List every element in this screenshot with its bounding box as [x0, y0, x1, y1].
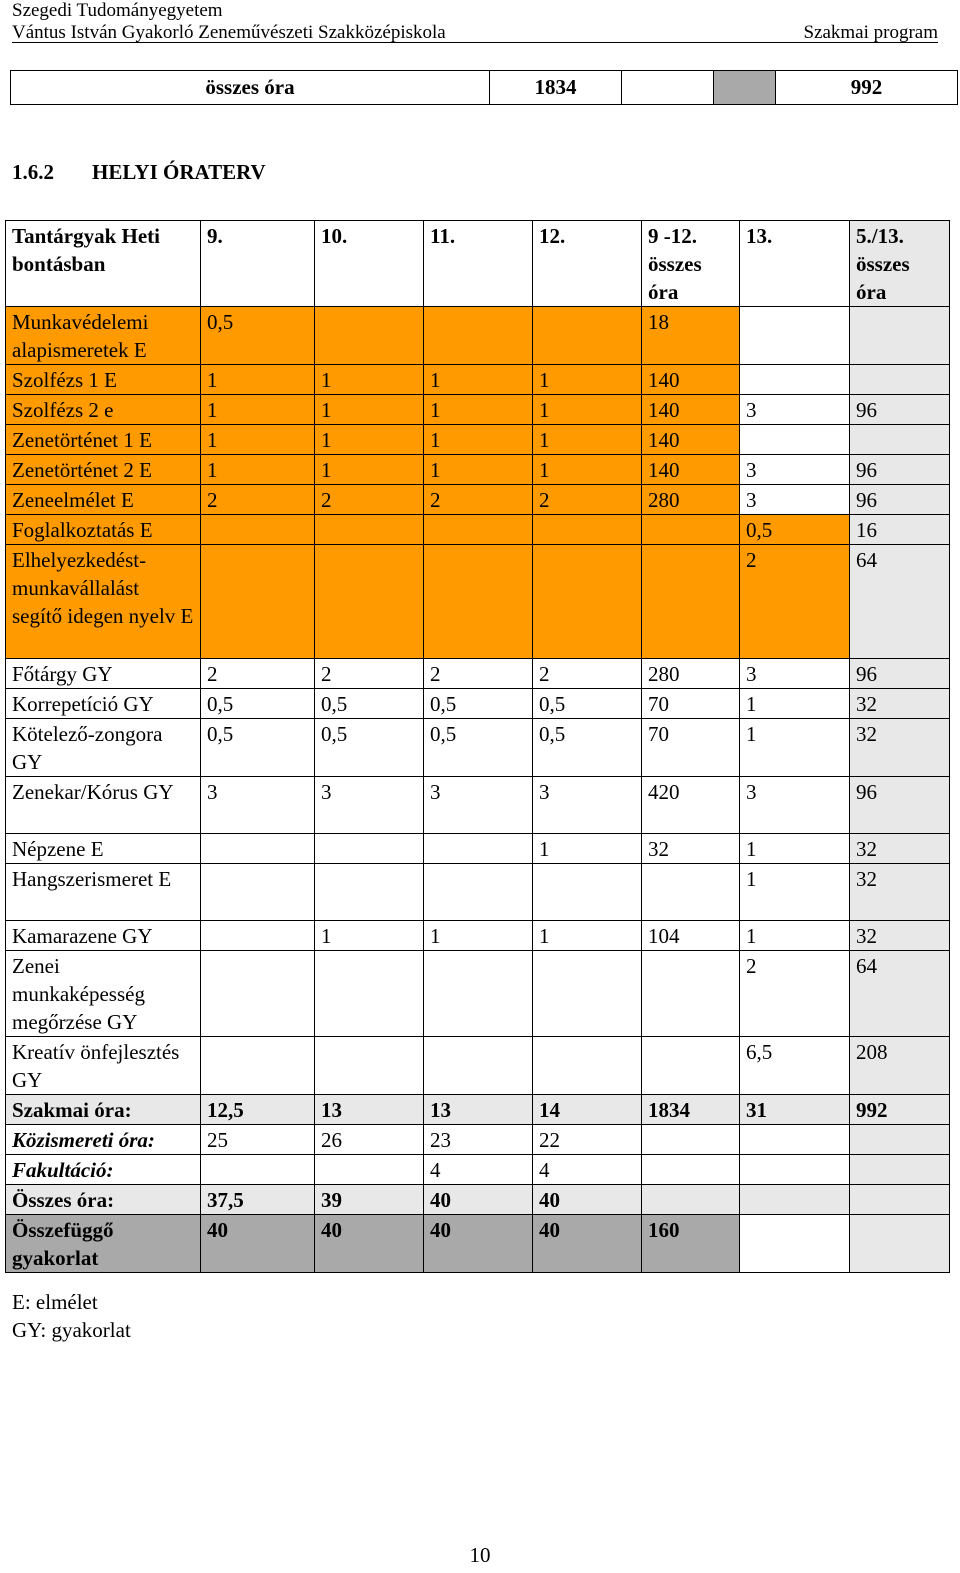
totals-grade-10	[315, 1155, 424, 1185]
cell-grade-12: 2	[533, 485, 642, 515]
section-title: HELYI ÓRATERV	[92, 160, 266, 184]
cell-grade-10: 1	[315, 395, 424, 425]
table-row	[6, 689, 950, 719]
cell-grade-9: 3	[201, 777, 315, 834]
header-subject: Tantárgyak Heti bontásban	[6, 221, 201, 307]
cell-grade-10	[315, 545, 424, 659]
table-row	[6, 395, 950, 425]
cell-grade-12: 1	[533, 834, 642, 864]
table-row	[6, 719, 950, 777]
subject-name: Foglalkoztatás E	[6, 515, 201, 545]
cell-total-13: 64	[850, 951, 950, 1037]
cell-grade-12: 1	[533, 425, 642, 455]
cell-total-9-12	[642, 1037, 740, 1095]
cell-total-9-12: 140	[642, 455, 740, 485]
cell-total-13: 16	[850, 515, 950, 545]
header-grade-9: 9.	[201, 221, 315, 307]
cell-grade-13: 1	[740, 864, 850, 921]
cell-grade-12	[533, 307, 642, 365]
summary-table	[10, 70, 958, 105]
section-heading	[12, 158, 266, 186]
cell-grade-11	[424, 951, 533, 1037]
cell-total-13: 96	[850, 659, 950, 689]
summary-label: összes óra	[11, 71, 490, 105]
cell-total-9-12: 32	[642, 834, 740, 864]
cell-grade-12: 1	[533, 921, 642, 951]
totals-grade-11: 40	[424, 1185, 533, 1215]
cell-grade-13: 1	[740, 719, 850, 777]
cell-grade-12	[533, 545, 642, 659]
cell-grade-10: 1	[315, 365, 424, 395]
totals-grade-10: 13	[315, 1095, 424, 1125]
cell-grade-10: 1	[315, 921, 424, 951]
cell-grade-12: 1	[533, 395, 642, 425]
cell-grade-12: 2	[533, 659, 642, 689]
summary-shaded-cell	[714, 71, 776, 105]
cell-total-9-12: 280	[642, 485, 740, 515]
cell-grade-10	[315, 834, 424, 864]
table-row	[6, 1037, 950, 1095]
subject-name: Zenetörténet 2 E	[6, 455, 201, 485]
cell-grade-11: 3	[424, 777, 533, 834]
totals-row	[6, 1125, 950, 1155]
cell-total-13: 96	[850, 395, 950, 425]
totals-label: Szakmai óra:	[6, 1095, 201, 1125]
header-grade-10: 10.	[315, 221, 424, 307]
subject-name: Zenei munkaképesség megőrzése GY	[6, 951, 201, 1037]
cell-total-13: 208	[850, 1037, 950, 1095]
table-header-row	[6, 221, 950, 307]
table-row	[6, 659, 950, 689]
summary-row	[11, 71, 958, 105]
cell-total-9-12	[642, 864, 740, 921]
cell-grade-13: 2	[740, 951, 850, 1037]
cell-grade-10	[315, 1037, 424, 1095]
cell-grade-11	[424, 545, 533, 659]
cell-grade-9	[201, 545, 315, 659]
cell-grade-9: 2	[201, 659, 315, 689]
page-header	[12, 0, 938, 43]
cell-total-9-12	[642, 951, 740, 1037]
totals-label: Közismereti óra:	[6, 1125, 201, 1155]
cell-grade-9: 1	[201, 455, 315, 485]
totals-grade-13	[740, 1215, 850, 1273]
cell-grade-11	[424, 864, 533, 921]
cell-total-13: 32	[850, 689, 950, 719]
header-total-9-12: 9 -12. összes óra	[642, 221, 740, 307]
section-number: 1.6.2	[12, 160, 54, 184]
header-grade-11: 11.	[424, 221, 533, 307]
cell-grade-12: 1	[533, 455, 642, 485]
cell-total-13	[850, 365, 950, 395]
cell-grade-13: 6,5	[740, 1037, 850, 1095]
cell-grade-11: 1	[424, 365, 533, 395]
totals-row	[6, 1155, 950, 1185]
institution-name: Szegedi Tudományegyetem	[12, 0, 223, 21]
cell-grade-12: 0,5	[533, 689, 642, 719]
subject-name: Elhelyezkedést-munkavállalást segítő idegen nyelv E	[6, 545, 201, 659]
totals-grade-9	[201, 1155, 315, 1185]
subject-name: Korrepetíció GY	[6, 689, 201, 719]
cell-total-9-12: 18	[642, 307, 740, 365]
table-row	[6, 515, 950, 545]
table-row	[6, 365, 950, 395]
table-row	[6, 455, 950, 485]
legend-gy: GY: gyakorlat	[12, 1318, 131, 1342]
cell-grade-11: 1	[424, 455, 533, 485]
cell-grade-10	[315, 864, 424, 921]
totals-total-13	[850, 1215, 950, 1273]
cell-grade-9	[201, 921, 315, 951]
totals-grade-12: 22	[533, 1125, 642, 1155]
cell-grade-11	[424, 1037, 533, 1095]
cell-grade-12: 1	[533, 365, 642, 395]
cell-total-9-12: 280	[642, 659, 740, 689]
cell-total-13: 96	[850, 455, 950, 485]
cell-grade-9	[201, 951, 315, 1037]
cell-total-9-12: 140	[642, 425, 740, 455]
cell-grade-11	[424, 515, 533, 545]
totals-grade-11: 23	[424, 1125, 533, 1155]
cell-grade-11: 2	[424, 659, 533, 689]
cell-grade-9: 1	[201, 395, 315, 425]
totals-total-9-12: 1834	[642, 1095, 740, 1125]
cell-grade-13: 1	[740, 689, 850, 719]
totals-total-9-12	[642, 1185, 740, 1215]
legend	[12, 1288, 131, 1344]
subject-name: Szolfézs 1 E	[6, 365, 201, 395]
cell-grade-13	[740, 425, 850, 455]
cell-grade-13	[740, 307, 850, 365]
totals-grade-10: 40	[315, 1215, 424, 1273]
totals-grade-11: 13	[424, 1095, 533, 1125]
cell-grade-11	[424, 834, 533, 864]
cell-grade-9	[201, 1037, 315, 1095]
cell-grade-9: 1	[201, 365, 315, 395]
cell-grade-12	[533, 1037, 642, 1095]
cell-grade-10: 1	[315, 455, 424, 485]
totals-grade-9: 25	[201, 1125, 315, 1155]
table-row	[6, 307, 950, 365]
cell-grade-9: 2	[201, 485, 315, 515]
totals-total-13	[850, 1155, 950, 1185]
table-row	[6, 545, 950, 659]
program-name: Szakmai program	[803, 22, 938, 43]
cell-grade-12	[533, 515, 642, 545]
totals-label: Összefüggő gyakorlat	[6, 1215, 201, 1273]
cell-total-13: 32	[850, 921, 950, 951]
table-row	[6, 777, 950, 834]
cell-grade-11	[424, 307, 533, 365]
cell-grade-10: 2	[315, 659, 424, 689]
cell-grade-9	[201, 864, 315, 921]
cell-total-9-12: 140	[642, 395, 740, 425]
totals-total-13: 992	[850, 1095, 950, 1125]
cell-total-13	[850, 425, 950, 455]
cell-total-9-12: 140	[642, 365, 740, 395]
totals-row	[6, 1095, 950, 1125]
cell-total-13: 32	[850, 719, 950, 777]
subject-name: Kötelező-zongora GY	[6, 719, 201, 777]
cell-total-9-12	[642, 545, 740, 659]
cell-grade-12	[533, 864, 642, 921]
cell-grade-9: 0,5	[201, 689, 315, 719]
subject-name: Népzene E	[6, 834, 201, 864]
totals-grade-9: 37,5	[201, 1185, 315, 1215]
subject-name: Főtárgy GY	[6, 659, 201, 689]
cell-grade-12	[533, 951, 642, 1037]
cell-grade-10	[315, 307, 424, 365]
table-row	[6, 485, 950, 515]
summary-empty-cell	[622, 71, 714, 105]
totals-grade-9: 12,5	[201, 1095, 315, 1125]
table-row	[6, 951, 950, 1037]
cell-total-13: 32	[850, 834, 950, 864]
subject-name: Hangszerismeret E	[6, 864, 201, 921]
subject-name: Zenekar/Kórus GY	[6, 777, 201, 834]
summary-total-9-12: 1834	[490, 71, 622, 105]
cell-grade-10: 1	[315, 425, 424, 455]
page-number: 10	[469, 1543, 491, 1567]
cell-grade-10: 3	[315, 777, 424, 834]
totals-grade-13	[740, 1185, 850, 1215]
cell-grade-13: 3	[740, 777, 850, 834]
header-total-13: 5./13. összes óra	[850, 221, 950, 307]
cell-grade-13: 2	[740, 545, 850, 659]
subject-name: Munkavédelemi alapismeretek E	[6, 307, 201, 365]
cell-total-9-12: 104	[642, 921, 740, 951]
cell-total-9-12: 70	[642, 719, 740, 777]
cell-grade-10: 2	[315, 485, 424, 515]
table-row	[6, 834, 950, 864]
cell-total-9-12: 420	[642, 777, 740, 834]
school-name: Vántus István Gyakorló Zeneművészeti Szakközépiskola	[12, 22, 446, 43]
table-row	[6, 921, 950, 951]
subject-name: Zenetörténet 1 E	[6, 425, 201, 455]
totals-grade-12: 40	[533, 1185, 642, 1215]
totals-grade-11: 40	[424, 1215, 533, 1273]
cell-grade-11: 0,5	[424, 719, 533, 777]
cell-grade-13: 1	[740, 834, 850, 864]
cell-grade-13	[740, 365, 850, 395]
cell-grade-13: 3	[740, 659, 850, 689]
subject-name: Szolfézs 2 e	[6, 395, 201, 425]
totals-grade-10: 26	[315, 1125, 424, 1155]
totals-grade-10: 39	[315, 1185, 424, 1215]
cell-total-9-12: 70	[642, 689, 740, 719]
table-row	[6, 425, 950, 455]
cell-total-13: 64	[850, 545, 950, 659]
totals-grade-13	[740, 1155, 850, 1185]
cell-grade-11: 1	[424, 395, 533, 425]
legend-e: E: elmélet	[12, 1290, 98, 1314]
totals-grade-13	[740, 1125, 850, 1155]
cell-total-13: 96	[850, 777, 950, 834]
cell-grade-13: 3	[740, 395, 850, 425]
subject-name: Kamarazene GY	[6, 921, 201, 951]
cell-total-9-12	[642, 515, 740, 545]
cell-grade-10: 0,5	[315, 719, 424, 777]
totals-grade-12: 40	[533, 1215, 642, 1273]
totals-grade-9: 40	[201, 1215, 315, 1273]
cell-grade-12: 0,5	[533, 719, 642, 777]
totals-grade-12: 14	[533, 1095, 642, 1125]
cell-grade-9: 1	[201, 425, 315, 455]
subject-name: Kreatív önfejlesztés GY	[6, 1037, 201, 1095]
cell-total-13: 96	[850, 485, 950, 515]
cell-grade-10	[315, 951, 424, 1037]
totals-total-9-12: 160	[642, 1215, 740, 1273]
totals-grade-13: 31	[740, 1095, 850, 1125]
totals-grade-12: 4	[533, 1155, 642, 1185]
totals-row	[6, 1215, 950, 1273]
totals-total-9-12	[642, 1125, 740, 1155]
cell-total-13: 32	[850, 864, 950, 921]
header-grade-12: 12.	[533, 221, 642, 307]
cell-grade-11: 2	[424, 485, 533, 515]
summary-total-13: 992	[776, 71, 958, 105]
cell-grade-12: 3	[533, 777, 642, 834]
cell-grade-10: 0,5	[315, 689, 424, 719]
cell-grade-13: 3	[740, 455, 850, 485]
cell-grade-9: 0,5	[201, 307, 315, 365]
cell-grade-11: 1	[424, 921, 533, 951]
totals-label: Fakultáció:	[6, 1155, 201, 1185]
cell-total-13	[850, 307, 950, 365]
cell-grade-9	[201, 515, 315, 545]
header-grade-13: 13.	[740, 221, 850, 307]
cell-grade-9: 0,5	[201, 719, 315, 777]
totals-grade-11: 4	[424, 1155, 533, 1185]
hours-table	[5, 220, 950, 1273]
cell-grade-13: 3	[740, 485, 850, 515]
cell-grade-11: 0,5	[424, 689, 533, 719]
subject-name: Zeneelmélet E	[6, 485, 201, 515]
totals-total-13	[850, 1185, 950, 1215]
cell-grade-9	[201, 834, 315, 864]
cell-grade-13: 1	[740, 921, 850, 951]
totals-row	[6, 1185, 950, 1215]
cell-grade-13: 0,5	[740, 515, 850, 545]
cell-grade-10	[315, 515, 424, 545]
cell-grade-11: 1	[424, 425, 533, 455]
totals-total-9-12	[642, 1155, 740, 1185]
totals-label: Összes óra:	[6, 1185, 201, 1215]
table-row	[6, 864, 950, 921]
totals-total-13	[850, 1125, 950, 1155]
